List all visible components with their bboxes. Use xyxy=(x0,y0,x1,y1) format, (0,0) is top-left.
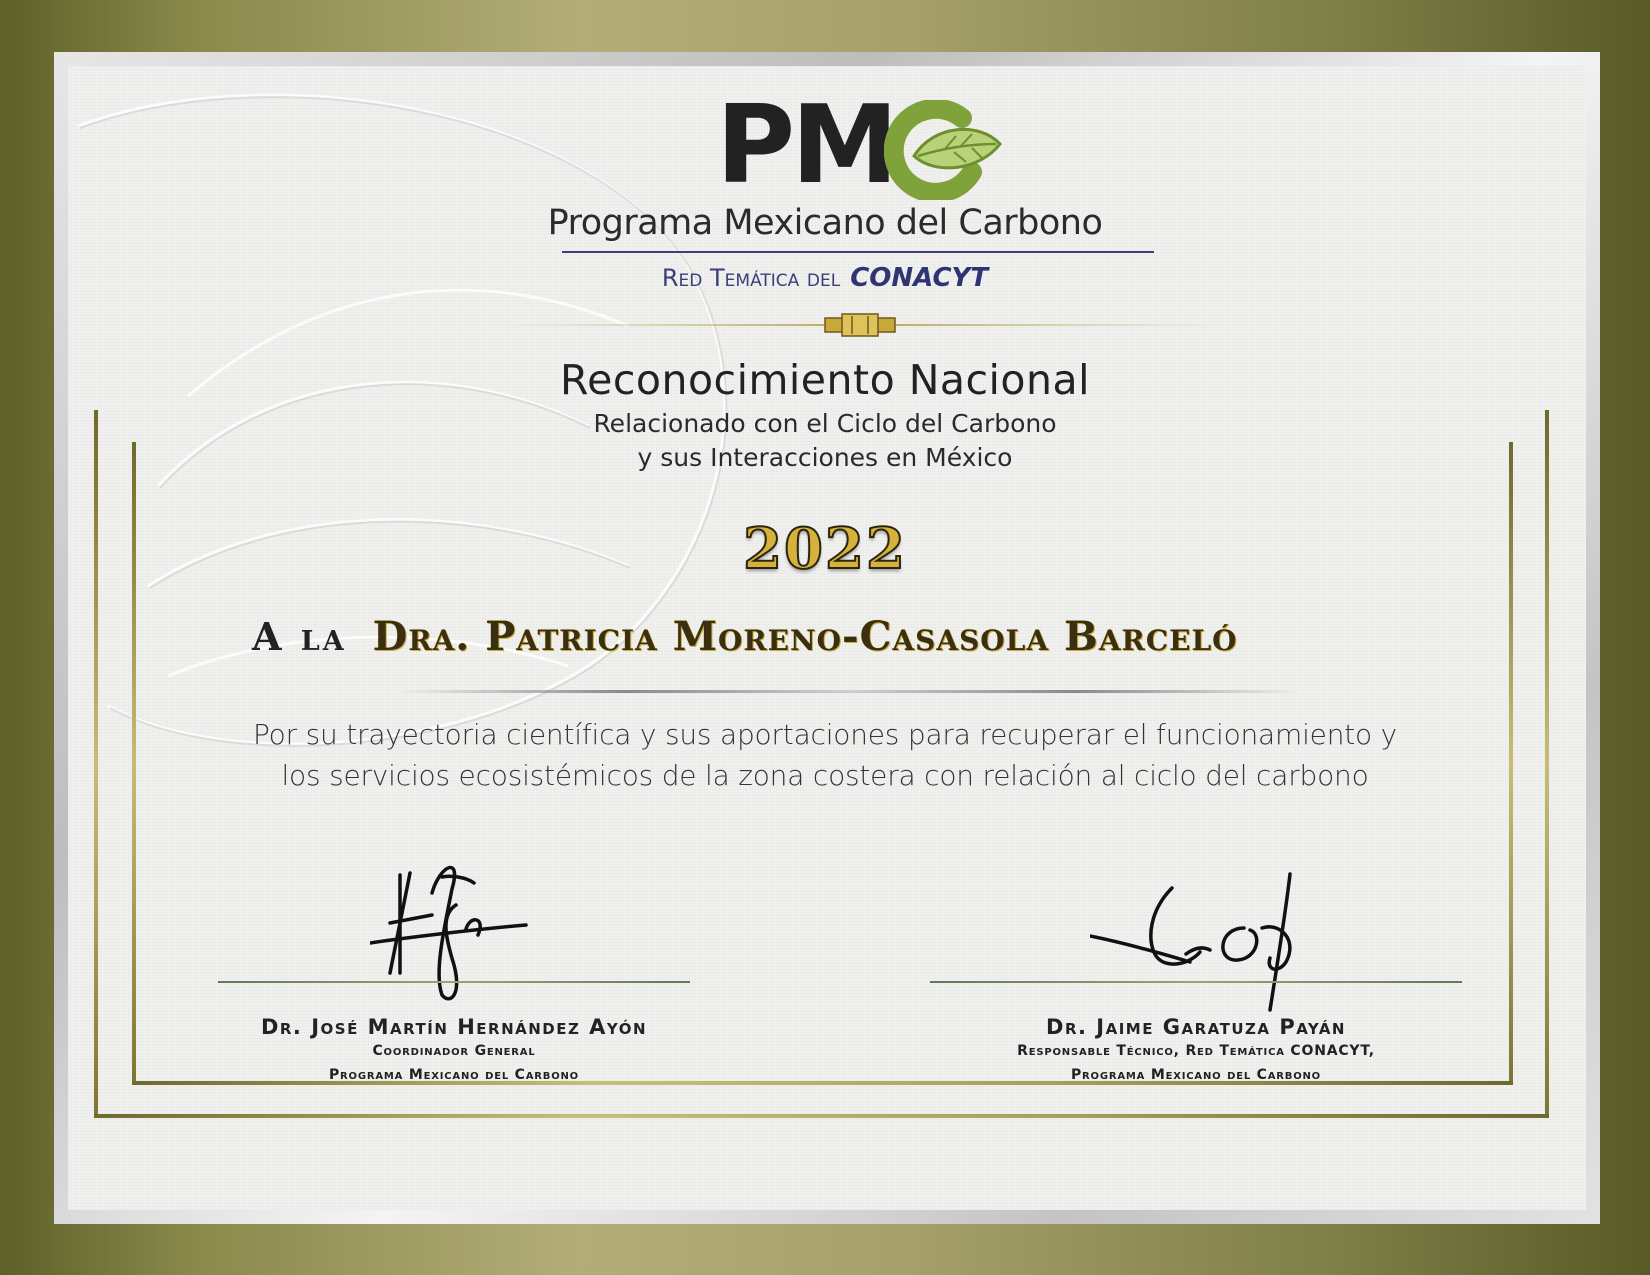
recipient-line xyxy=(252,613,1238,660)
signature-2-line xyxy=(930,981,1462,983)
network-prefix: Red Temática del xyxy=(661,264,841,292)
ornament-divider xyxy=(490,312,1230,338)
certificate-subtitle-2: y sus Interacciones en México xyxy=(637,443,1013,472)
certificate-title: Reconocimiento Nacional xyxy=(559,356,1091,404)
reason-line-1: Por su trayectoria científica y sus aportaciones para recuperar el funcionamiento y xyxy=(252,718,1398,751)
signatory-2 xyxy=(930,1015,1462,1087)
signatory-1 xyxy=(218,1015,690,1087)
signature-1-line xyxy=(218,981,690,983)
program-name-underline xyxy=(562,251,1154,253)
logo-acronym: PM xyxy=(716,83,895,208)
signatory-1-role-1: Coordinador General xyxy=(372,1043,536,1059)
leaf-c-icon xyxy=(884,100,1004,200)
certificate-year: 2022 xyxy=(743,516,907,582)
signatory-2-role-2: Programa Mexicano del Carbono xyxy=(1071,1067,1321,1083)
certificate-subtitle-1: Relacionado con el Ciclo del Carbono xyxy=(593,409,1057,438)
signatory-1-role-2: Programa Mexicano del Carbono xyxy=(329,1067,579,1083)
recipient-prefix: A la xyxy=(252,614,347,659)
signature-2 xyxy=(1090,870,1320,1020)
network-org: CONACYT xyxy=(850,263,989,293)
signatory-1-name: Dr. José Martín Hernández Ayón xyxy=(260,1015,648,1039)
recipient-underline xyxy=(400,690,1300,693)
recipient-name: Dra. Patricia Moreno-Casasola Barceló xyxy=(372,613,1238,660)
signatory-2-name: Dr. Jaime Garatuza Payán xyxy=(1046,1015,1346,1039)
signatory-2-role-1: Responsable Técnico, Red Temática CONACYT, xyxy=(1017,1043,1375,1059)
program-name: Programa Mexicano del Carbono xyxy=(547,203,1103,243)
network-line xyxy=(0,263,1650,293)
gold-border-bottom-outer xyxy=(94,1114,1549,1118)
reason-line-2: los servicios ecosistémicos de la zona costera con relación al ciclo del carbono xyxy=(281,759,1369,792)
